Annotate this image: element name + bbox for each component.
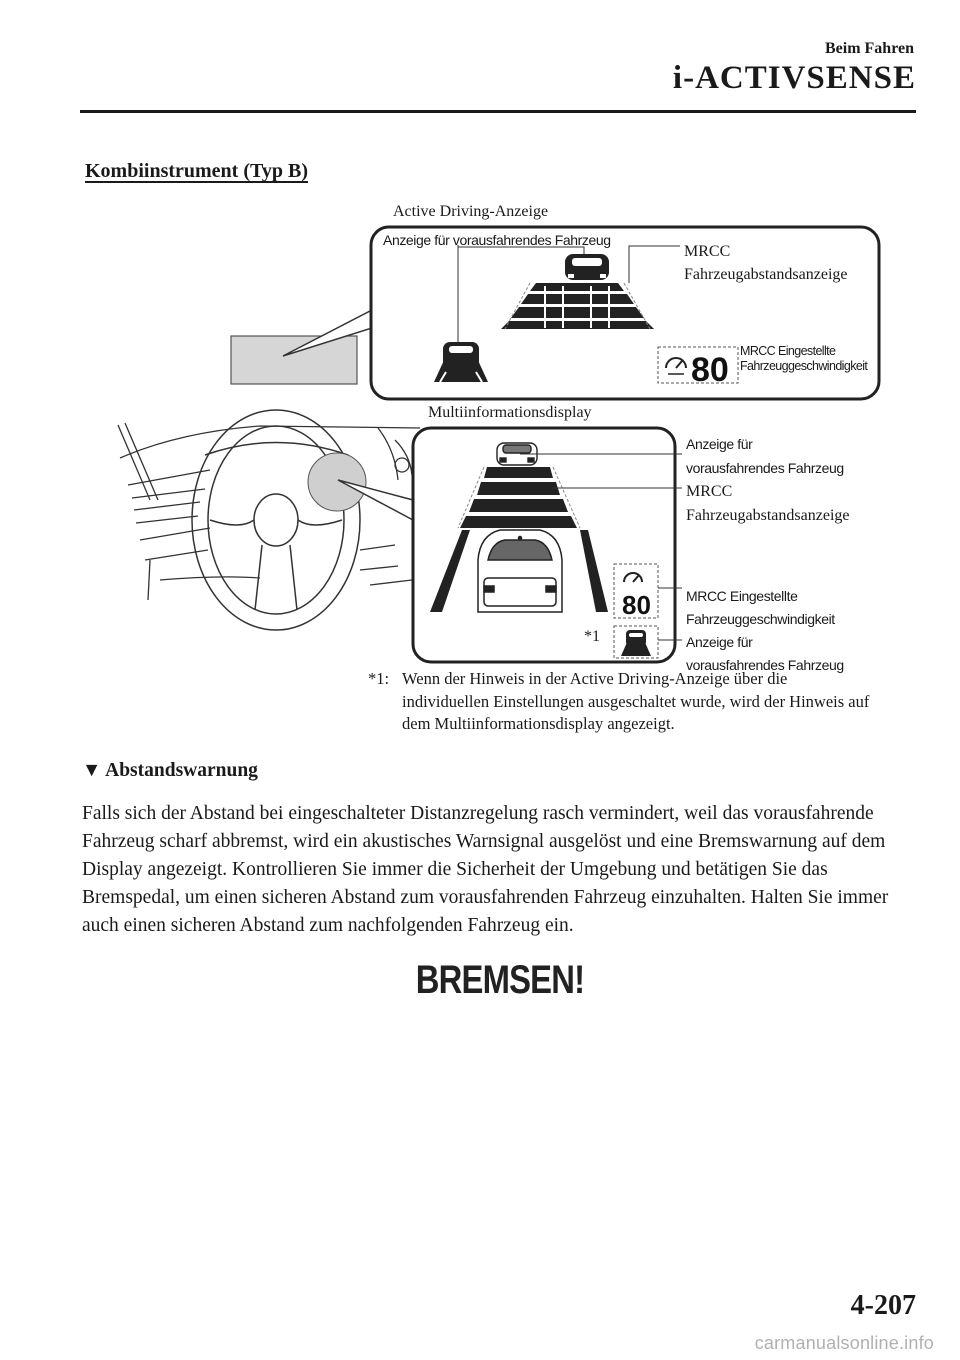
mid-title: Multiinformationsdisplay	[428, 404, 592, 421]
footnote	[368, 668, 872, 736]
mid-vehicle2-label-2: vorausfahrendes Fahrzeug	[686, 657, 844, 673]
triangle-down-icon: ▼	[82, 760, 102, 781]
footnote-text: Wenn der Hinweis in der Active Driving-Anzeige über die individuellen Einstellungen ausgeschaltet wurde, wird der Hinweis auf dem Multiinformationsdisplay angezeigt.	[402, 669, 870, 733]
steering-wheel	[192, 410, 360, 630]
subsection-title: Abstandswarnung	[105, 760, 258, 781]
active-driving-title: Active Driving-Anzeige	[393, 203, 549, 220]
adi-speed-value: 80	[691, 351, 729, 389]
mid-vehicle2-label-1: Anzeige für	[686, 634, 753, 650]
subsection-heading	[82, 760, 258, 782]
page-number: 4-207	[850, 1290, 916, 1321]
mid-own-vehicle-icon	[478, 530, 562, 612]
header-title: i-ACTIVSENSE	[672, 60, 916, 96]
adi-speed-label-1: MRCC Eingestellte	[740, 344, 836, 358]
header-section: Beim Fahren	[824, 40, 914, 57]
mid-speed-label-1: MRCC Eingestellte	[686, 588, 798, 604]
note-marker: *1	[584, 628, 600, 645]
dashboard-line-art	[118, 423, 420, 600]
mid-mrcc-label-2: Fahrzeugabstandsanzeige	[686, 507, 850, 524]
adi-vehicle-label: Anzeige für vorausfahrendes Fahrzeug	[383, 232, 611, 248]
footnote-marker: *1:	[368, 669, 390, 688]
mid-speed-label-2: Fahrzeuggeschwindigkeit	[686, 611, 835, 627]
hud-area-box	[231, 336, 357, 384]
watermark: carmanualsonline.info	[754, 1333, 934, 1353]
adi-mrcc-label-2: Fahrzeugabstandsanzeige	[684, 266, 848, 283]
adi-lead-vehicle-icon	[565, 254, 609, 280]
mid-vehicle-label-1: Anzeige für	[686, 436, 753, 452]
adi-speed-label-2: Fahrzeuggeschwindigkeit	[740, 359, 868, 373]
mid-speed-value: 80	[622, 590, 651, 620]
section-title: Kombiinstrument (Typ B)	[85, 160, 308, 182]
mid-mrcc-label-1: MRCC	[686, 483, 733, 500]
brake-warning-display: BREMSEN!	[415, 958, 585, 1002]
body-paragraph: Falls sich der Abstand bei eingeschalteter Distanzregelung rasch vermindert, weil das vorausfahrende Fahrzeug scharf abbremst, wird ein akustisches Warnsignal ausgelöst und eine Bremswarnung auf dem Display angezeigt. Kontrollieren Sie immer die Sicherheit der Umgebung und betätigen Sie das Bremspedal, um einen sicheren Abstand zum vorausfahrenden Fahrzeug einzuhalten. Halten Sie immer auch einen sicheren Abstand zum nachfolgenden Fahrzeug ein.	[82, 803, 889, 936]
mid-location-marker	[308, 453, 366, 511]
mid-vehicle-label-2: vorausfahrendes Fahrzeug	[686, 460, 844, 476]
adi-mrcc-label-1: MRCC	[684, 243, 731, 260]
